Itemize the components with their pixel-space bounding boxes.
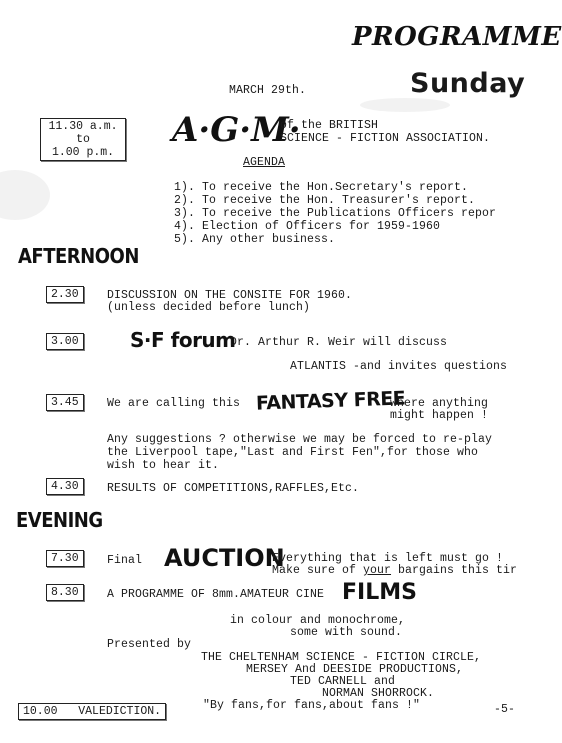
agenda-item: 3). To receive the Publications Officers repor [174,207,497,220]
time-box-4-30: 4.30 [46,478,84,495]
auction-tail1: Everything that is left must go ! [272,552,504,565]
agenda-item: 4). Election of Officers for 1959-1960 [174,220,441,233]
credit-line: TED CARNELL and [290,675,396,688]
agm-time-box [40,118,126,161]
films-line1: in colour and monochrome, [230,614,406,627]
auction-tail2 [272,564,517,577]
time-box-8-30: 8.30 [46,584,84,601]
forum-line2: ATLANTIS -and invites questions [290,360,508,373]
fantasy-tail1: where anything [390,397,489,410]
valediction-time: 10.00 [23,705,58,718]
films-line2: some with sound. [290,626,403,639]
time-box-2-30: 2.30 [46,286,84,303]
auction-tail2-post: bargains this tir [391,564,518,577]
time-box-3-45: 3.45 [46,394,84,411]
page-number: -5- [494,703,516,716]
fantasy-para-line: Any suggestions ? otherwise we may be forced to re-play [107,433,493,446]
auction-tail2-underlined: your [363,564,392,577]
films-lead: A PROGRAMME OF 8mm.AMATEUR CINE [107,588,325,601]
agm-org-line1: of the BRITISH [280,119,379,132]
discussion-line1: DISCUSSION ON THE CONSITE FOR 1960. [107,289,353,302]
valediction-quote: "By fans,for fans,about fans !" [203,699,421,712]
agenda-item: 1). To receive the Hon.Secretary's report. [174,181,469,194]
sf-forum-title: S·F forum [130,328,236,352]
results-line: RESULTS OF COMPETITIONS,RAFFLES,Etc. [107,482,360,495]
paper-smudge [0,170,50,220]
fantasy-para-line: the Liverpool tape,"Last and First Fen",for those who [107,446,479,459]
fantasy-para-line: wish to hear it. [107,459,220,472]
fantasy-tail2: might happen ! [390,409,489,422]
presented-by: Presented by [107,638,192,651]
agm-time-start: 11.30 a.m. [48,120,118,133]
time-box-7-30: 7.30 [46,550,84,567]
valediction-box [18,703,166,720]
valediction-label: VALEDICTION. [78,705,162,718]
credit-line: THE CHELTENHAM SCIENCE - FICTION CIRCLE, [201,651,482,664]
auction-tail2-pre: Make sure of [272,564,364,577]
agm-title: A·G·M· [172,110,301,150]
paper-smudge [360,98,450,112]
agenda-item: 2). To receive the Hon. Treasurer's report. [174,194,476,207]
forum-line1: Dr. Arthur R. Weir will discuss [230,336,448,349]
agm-org-line2: SCIENCE - FICTION ASSOCIATION. [280,132,491,145]
auction-lead: Final [107,554,143,567]
fantasy-free-title: FANTASY FREE [255,387,406,415]
date-text: MARCH 29th. [229,84,307,97]
films-title: FILMS [342,580,417,605]
auction-title: AUCTION [164,544,285,572]
credit-line: NORMAN SHORROCK. [322,687,435,700]
fantasy-lead: We are calling this [107,397,241,410]
programme-heading: PROGRAMME [352,22,562,52]
discussion-line2: (unless decided before lunch) [107,301,311,314]
agm-time-end: 1.00 p.m. [51,146,115,159]
time-box-3-00: 3.00 [46,333,84,350]
agenda-label: AGENDA [243,156,286,169]
agenda-item: 5). Any other business. [174,233,336,246]
afternoon-heading: AFTERNOON [18,244,139,269]
evening-heading: EVENING [16,508,103,533]
credit-line: MERSEY And DEESIDE PRODUCTIONS, [246,663,464,676]
day-heading: Sunday [410,68,526,99]
agm-time-to: to [76,133,90,146]
